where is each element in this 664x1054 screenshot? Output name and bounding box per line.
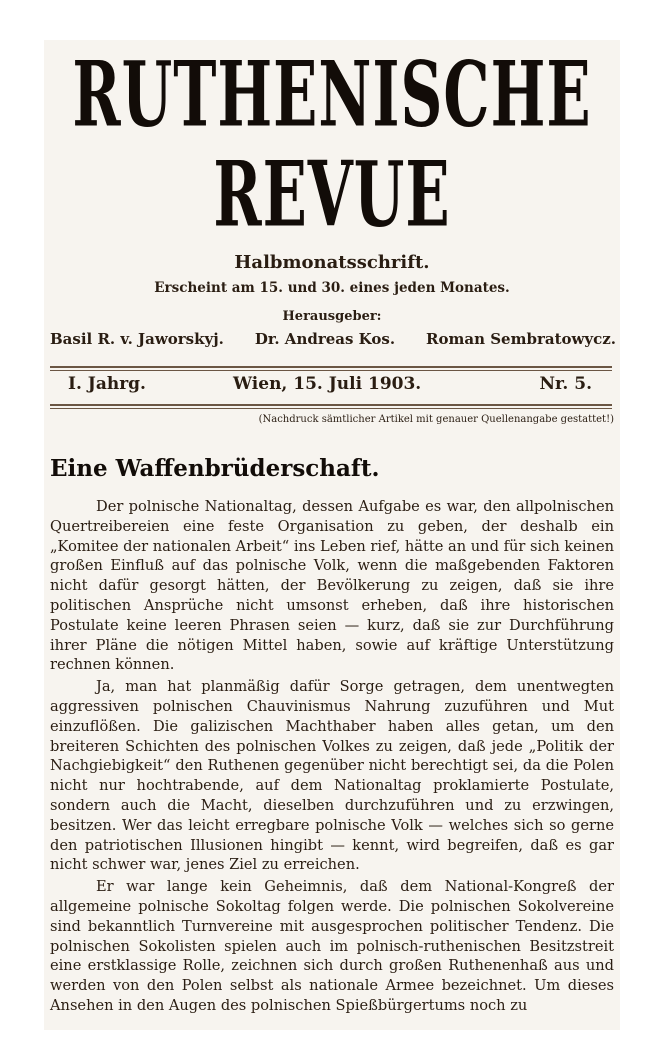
article-body (50, 497, 614, 1018)
publication-schedule: Erscheint am 15. und 30. eines jeden Monates. (154, 280, 510, 296)
masthead-title-line-2: REVUE (213, 142, 451, 248)
issue-date: Wien, 15. Juli 1903. (233, 374, 422, 394)
issue-year: I. Jahrg. (68, 374, 146, 394)
issue-number: Nr. 5. (539, 374, 592, 394)
editors-list (50, 330, 616, 348)
article-paragraph: Der polnische Nationaltag, dessen Aufgabe es war, den allpolnischen Quertreibereien eine feste Organisation zu geben, der deshalb ein „Komitee der nationalen Arbeit“ ins Leben rief, hätte an und für sich keinen großen Einfluß auf das polnische Volk, wenn die maßgebenden Faktoren nicht dafür gesorgt hätten, der Bevölkerung zu zeigen, daß sie ihre politischen Ansprüche nicht umsonst erheben, daß ihre historischen Postulate keine leeren Phrasen seien — kurz, daß sie zur Durchführung ihrer Pläne die nötigen Mittel haben, sowie auf kräftige Unterstützung rechnen können. (50, 498, 614, 674)
editor-name: Basil R. v. Jaworskyj. (50, 330, 224, 348)
divider-bottom (50, 404, 612, 409)
masthead-title-line-1: RUTHENISCHE (72, 42, 592, 148)
publisher-label: Herausgeber: (282, 309, 382, 324)
subtitle: Halbmonatsschrift. (234, 252, 430, 273)
editor-name: Dr. Andreas Kos. (254, 330, 396, 348)
reprint-notice: (Nachdruck sämtlicher Artikel mit genauer Quellenangabe gestattet!) (258, 414, 614, 425)
article-paragraph: Ja, man hat planmäßig dafür Sorge getragen, dem unentwegten aggressiven polnischen Chauvinismus Nahrung zuzuführen und Mut einzuflößen. Die galizischen Machthaber haben alles getan, um den breiteren Schichten des polnischen Volkes zu zeigen, daß jede „Politik der Nachgiebigkeit“ den Ruthenen gegenüber nicht berechtigt sei, da die Polen nicht nur hochtrabende, auf dem Nationaltag proklamierte Postulate, sondern auch die Macht, dieselben durchzuführen und zu erzwingen, besitzen. Wer das leicht erregbare polnische Volk — welches sich so gerne den patriotischen Illusionen hingibt — kennt, wird begreifen, daß es gar nicht schwer war, jenes Ziel zu erreichen. (50, 678, 614, 874)
editor-name: Roman Sembratowycz. (426, 330, 616, 348)
divider-top (50, 366, 612, 371)
article-paragraph: Er war lange kein Geheimnis, daß dem National-Kongreß der allgemeine polnische Sokoltag folgen werde. Die polnischen Sokolvereine sind bekanntlich Turnvereine mit ausgesprochen politischer Tendenz. Die polnischen Sokolisten spielen auch im polnisch-ruthenischen Besitzstreit eine erstklassige Rolle, zeichnen sich durch großen Ruthenenhaß aus und werden von den Polen selbst als nationale Armee bezeichnet. Um dieses Ansehen in den Augen des polnischen Spießbürgertums noch zu (50, 878, 614, 1014)
article-title: Eine Waffenbrüderschaft. (50, 455, 380, 482)
issue-info-row (50, 374, 612, 402)
